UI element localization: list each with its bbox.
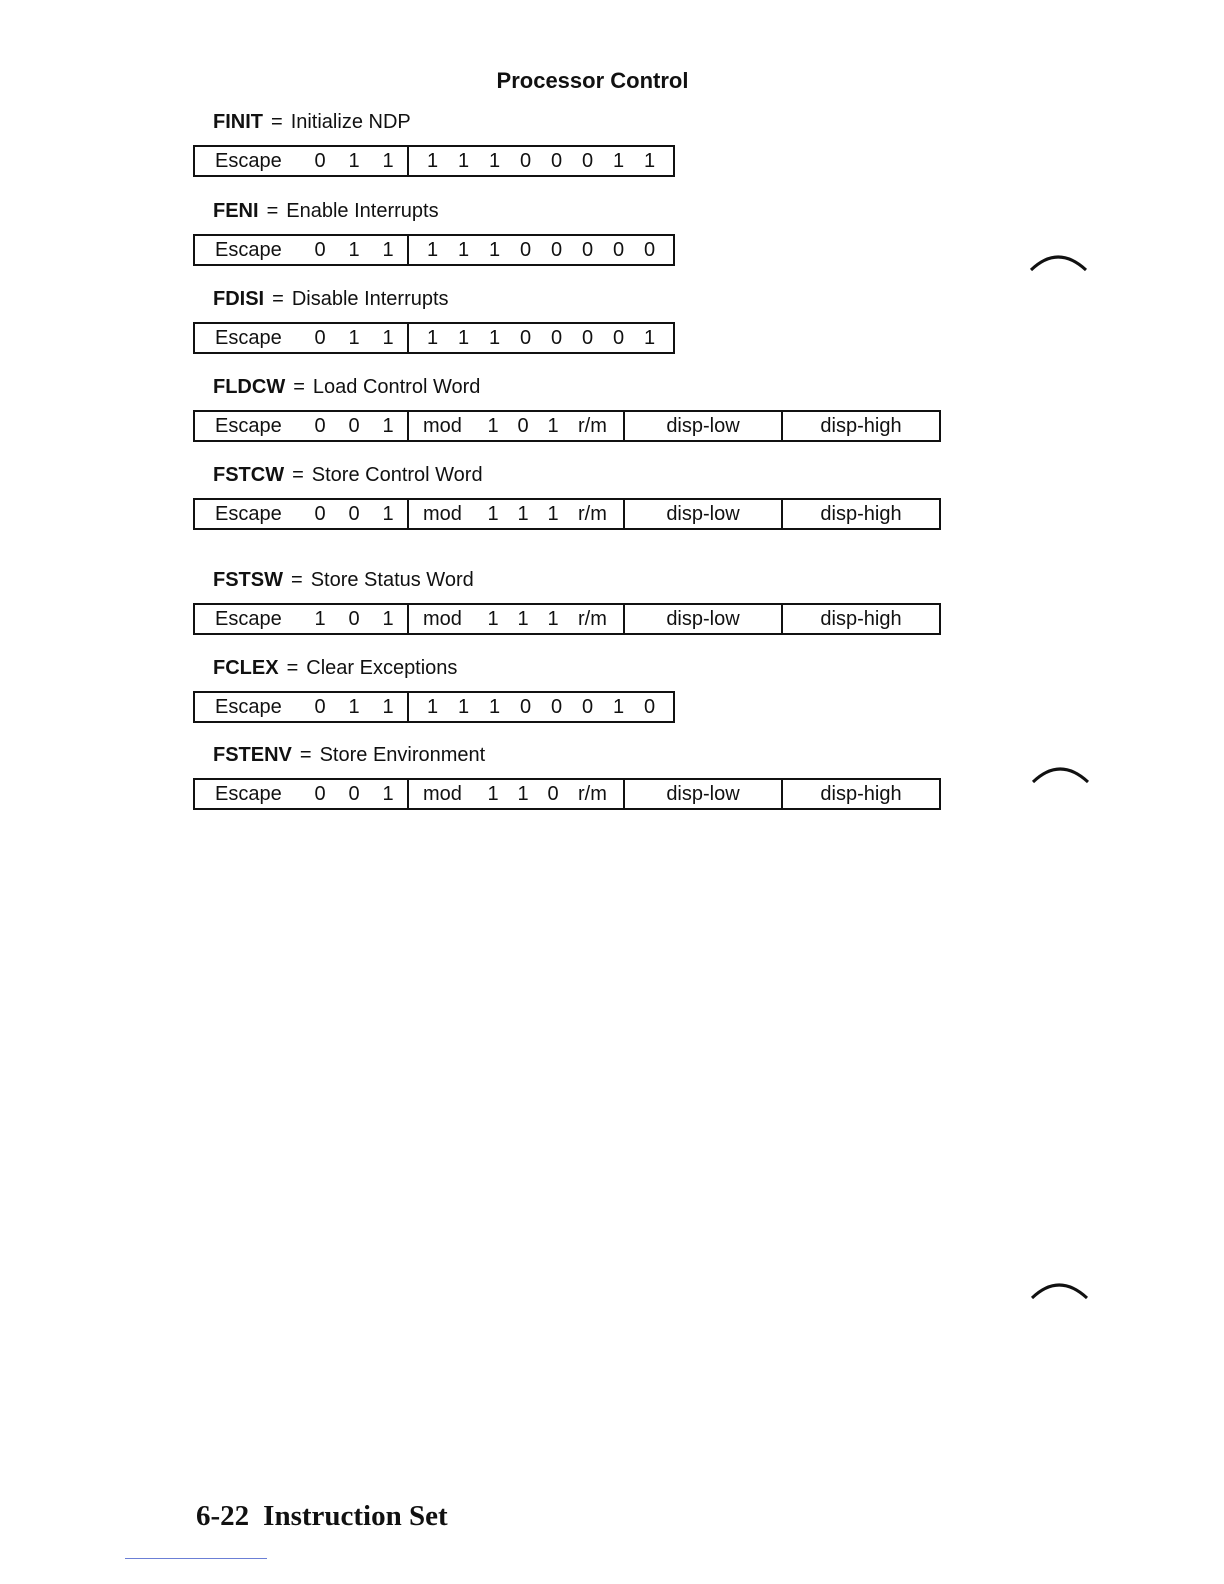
equals-sign: = <box>292 464 304 486</box>
escape-bit: 0 <box>314 695 326 718</box>
opcode-bit: 1 <box>488 326 501 349</box>
footer-rule <box>125 1558 267 1559</box>
instruction-heading <box>193 372 941 402</box>
opcode-bit: 0 <box>519 695 532 718</box>
modrm-field <box>407 603 625 635</box>
footer-section-title: Instruction Set <box>263 1500 448 1532</box>
opcode-bit: 1 <box>612 149 625 172</box>
escape-label: Escape <box>215 326 282 349</box>
escape-bit: 0 <box>348 502 360 525</box>
escape-label: Escape <box>215 502 282 525</box>
opcode-bits-field <box>407 322 675 354</box>
instruction-heading <box>193 740 941 770</box>
escape-bit: 1 <box>382 238 394 261</box>
modrm-field <box>407 410 625 442</box>
equals-sign: = <box>299 744 312 766</box>
reg-bit: 1 <box>517 607 529 630</box>
instruction-mnemonic: FENI <box>213 200 259 222</box>
opcode-bit: 1 <box>426 695 439 718</box>
disp-low-field: disp-low <box>623 498 783 530</box>
instruction-heading <box>193 107 675 137</box>
opcode-bit: 0 <box>550 326 563 349</box>
escape-field <box>193 691 409 723</box>
escape-bit: 1 <box>382 414 394 437</box>
opcode-bit: 1 <box>457 326 470 349</box>
reg-bit: 0 <box>547 782 559 805</box>
opcode-bits-field <box>407 145 675 177</box>
instruction-heading <box>193 460 941 490</box>
opcode-bit: 1 <box>488 695 501 718</box>
opcode-bit: 0 <box>643 695 656 718</box>
escape-field <box>193 498 409 530</box>
escape-field <box>193 234 409 266</box>
escape-bit: 1 <box>314 607 326 630</box>
instruction-description: Store Status Word <box>310 569 474 591</box>
equals-sign: = <box>291 569 303 591</box>
instruction-mnemonic: FSTSW <box>213 569 283 591</box>
opcode-bit: 0 <box>550 149 563 172</box>
opcode-bits-field <box>407 691 675 723</box>
disp-high-field: disp-high <box>781 603 941 635</box>
escape-bit: 1 <box>382 607 394 630</box>
instruction-mnemonic: FSTCW <box>213 464 285 486</box>
escape-bit: 1 <box>382 782 394 805</box>
binder-hole-mark <box>1028 1276 1092 1302</box>
escape-label: Escape <box>215 695 282 718</box>
opcode-bit: 1 <box>643 326 656 349</box>
instruction-format <box>193 322 675 354</box>
instruction-description: Disable Interrupts <box>291 288 449 310</box>
opcode-bit: 0 <box>519 238 532 261</box>
escape-bit: 1 <box>382 502 394 525</box>
opcode-bit: 0 <box>519 326 532 349</box>
instruction-entry <box>193 740 941 810</box>
instruction-heading <box>193 653 675 683</box>
opcode-bit: 0 <box>581 326 594 349</box>
equals-sign: = <box>271 111 283 133</box>
opcode-bit: 1 <box>457 238 470 261</box>
instruction-heading <box>193 565 941 595</box>
instruction-mnemonic: FDISI <box>213 288 265 310</box>
disp-high-field: disp-high <box>781 778 941 810</box>
reg-bit: 1 <box>547 607 559 630</box>
opcode-bit: 1 <box>643 149 656 172</box>
escape-bit: 0 <box>348 782 360 805</box>
instruction-format <box>193 145 675 177</box>
opcode-bit: 0 <box>550 695 563 718</box>
reg-bit: 1 <box>487 782 499 805</box>
escape-bit: 0 <box>314 326 326 349</box>
binder-hole-mark <box>1028 760 1092 786</box>
rm-label: r/m <box>578 502 607 525</box>
instruction-entry <box>193 372 941 442</box>
escape-field <box>193 145 409 177</box>
modrm-field <box>407 498 625 530</box>
reg-bit: 1 <box>547 502 559 525</box>
instruction-description: Store Environment <box>319 744 486 766</box>
reg-bit: 1 <box>487 607 499 630</box>
mod-label: mod <box>423 502 462 525</box>
instruction-format <box>193 234 675 266</box>
opcode-bits-field <box>407 234 675 266</box>
opcode-bit: 1 <box>488 238 501 261</box>
footer-page-number: 6-22 <box>196 1500 250 1532</box>
escape-field <box>193 778 409 810</box>
opcode-bit: 0 <box>581 149 594 172</box>
instruction-description: Enable Interrupts <box>286 200 439 222</box>
escape-label: Escape <box>215 607 282 630</box>
escape-field <box>193 410 409 442</box>
escape-bit: 0 <box>314 502 326 525</box>
instruction-description: Initialize NDP <box>290 111 411 133</box>
instruction-mnemonic: FSTENV <box>213 744 292 766</box>
instruction-entry <box>193 565 941 635</box>
mod-label: mod <box>423 782 462 805</box>
opcode-bit: 1 <box>612 695 625 718</box>
instruction-format <box>193 603 941 635</box>
opcode-bit: 1 <box>426 326 439 349</box>
reg-bit: 1 <box>547 414 559 437</box>
disp-low-field: disp-low <box>623 778 783 810</box>
opcode-bit: 1 <box>488 149 501 172</box>
instruction-description: Clear Exceptions <box>306 657 458 679</box>
equals-sign: = <box>272 288 284 310</box>
escape-label: Escape <box>215 782 282 805</box>
escape-field <box>193 322 409 354</box>
escape-bit: 1 <box>348 149 360 172</box>
instruction-format <box>193 691 675 723</box>
equals-sign: = <box>286 657 299 679</box>
opcode-bit: 1 <box>457 149 470 172</box>
escape-bit: 1 <box>382 326 394 349</box>
opcode-bit: 1 <box>426 149 439 172</box>
instruction-mnemonic: FCLEX <box>213 657 279 679</box>
reg-bit: 1 <box>487 502 499 525</box>
escape-field <box>193 603 409 635</box>
instruction-mnemonic: FLDCW <box>213 376 286 398</box>
escape-bit: 0 <box>314 238 326 261</box>
escape-label: Escape <box>215 149 282 172</box>
equals-sign: = <box>293 376 305 398</box>
instruction-entry <box>193 107 675 177</box>
reg-bit: 1 <box>487 414 499 437</box>
opcode-bit: 0 <box>581 238 594 261</box>
opcode-bit: 0 <box>612 326 625 349</box>
escape-bit: 0 <box>314 414 326 437</box>
opcode-bit: 0 <box>550 238 563 261</box>
escape-label: Escape <box>215 414 282 437</box>
instruction-entry <box>193 284 675 354</box>
opcode-bit: 1 <box>426 238 439 261</box>
disp-high-field: disp-high <box>781 498 941 530</box>
reg-bit: 0 <box>517 414 529 437</box>
escape-bit: 1 <box>348 238 360 261</box>
modrm-field <box>407 778 625 810</box>
rm-label: r/m <box>578 607 607 630</box>
rm-label: r/m <box>578 414 607 437</box>
equals-sign: = <box>266 200 279 222</box>
escape-bit: 1 <box>348 326 360 349</box>
instruction-heading <box>193 196 675 226</box>
instruction-entry <box>193 460 941 530</box>
escape-bit: 0 <box>314 782 326 805</box>
instruction-format <box>193 410 941 442</box>
disp-high-field: disp-high <box>781 410 941 442</box>
escape-bit: 1 <box>382 149 394 172</box>
escape-bit: 1 <box>348 695 360 718</box>
mod-label: mod <box>423 414 462 437</box>
opcode-bit: 0 <box>612 238 625 261</box>
disp-low-field: disp-low <box>623 603 783 635</box>
instruction-format <box>193 498 941 530</box>
rm-label: r/m <box>578 782 607 805</box>
instruction-description: Load Control Word <box>312 376 481 398</box>
binder-hole-mark <box>1028 248 1092 274</box>
instruction-description: Store Control Word <box>311 464 483 486</box>
reg-bit: 1 <box>517 782 529 805</box>
instruction-entry <box>193 196 675 266</box>
instruction-mnemonic: FINIT <box>213 111 263 133</box>
escape-label: Escape <box>215 238 282 261</box>
opcode-bit: 0 <box>643 238 656 261</box>
instruction-entry <box>193 653 675 723</box>
escape-bit: 0 <box>348 414 360 437</box>
reg-bit: 1 <box>517 502 529 525</box>
page-title: Processor Control <box>496 68 689 93</box>
escape-bit: 1 <box>382 695 394 718</box>
opcode-bit: 0 <box>519 149 532 172</box>
opcode-bit: 1 <box>457 695 470 718</box>
instruction-format <box>193 778 941 810</box>
mod-label: mod <box>423 607 462 630</box>
escape-bit: 0 <box>314 149 326 172</box>
opcode-bit: 0 <box>581 695 594 718</box>
page-footer <box>196 1500 448 1533</box>
instruction-heading <box>193 284 675 314</box>
escape-bit: 0 <box>348 607 360 630</box>
disp-low-field: disp-low <box>623 410 783 442</box>
